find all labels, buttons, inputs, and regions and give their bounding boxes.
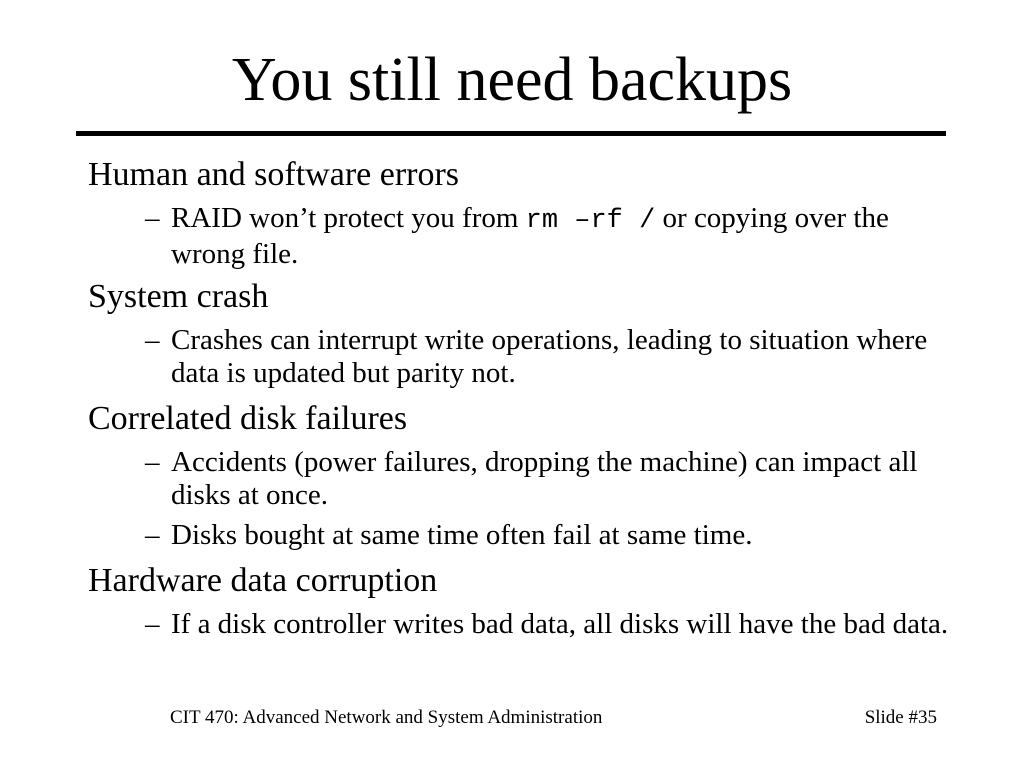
- sub-bullet-disks-same-time: [145, 519, 965, 552]
- dash-marker: –: [145, 608, 160, 640]
- sub-bullet-accidents: [145, 446, 965, 512]
- slide-title: You still need backups: [231, 46, 793, 114]
- sub-bullet-crash-interrupt: [145, 324, 965, 390]
- bullet-human-software-errors: Human and software errors: [88, 156, 460, 193]
- sub-bullet-text: If a disk controller writes bad data, all disks will have the bad data.: [171, 608, 949, 640]
- dash-marker: –: [145, 324, 160, 356]
- footer-course-title: CIT 470: Advanced Network and System Administration: [170, 707, 603, 728]
- sub-bullet-text: Disks bought at same time often fail at same time.: [171, 519, 753, 551]
- sub-bullet-raid-protection: [145, 202, 965, 271]
- sub-bullet-text: Crashes can interrupt write operations, leading to situation where data is updated but parity not.: [171, 324, 928, 389]
- bullet-system-crash: System crash: [88, 278, 269, 315]
- sub-bullet-disk-controller: [145, 608, 965, 641]
- sub-bullet-text-after: or copying over the wrong file.: [171, 202, 889, 270]
- bullet-hardware-data-corruption: Hardware data corruption: [88, 562, 438, 599]
- bullet-correlated-disk-failures: Correlated disk failures: [88, 400, 408, 437]
- sub-bullet-text: Accidents (power failures, dropping the machine) can impact all disks at once.: [171, 446, 918, 511]
- dash-marker: –: [145, 519, 160, 551]
- command-code: rm –rf /: [525, 206, 656, 236]
- dash-marker: –: [145, 446, 160, 478]
- dash-marker: –: [145, 202, 160, 234]
- sub-bullet-text-before: RAID won’t protect you from: [171, 202, 526, 234]
- sub-bullet-text: [171, 202, 965, 271]
- footer-slide-number: Slide #35: [864, 707, 937, 728]
